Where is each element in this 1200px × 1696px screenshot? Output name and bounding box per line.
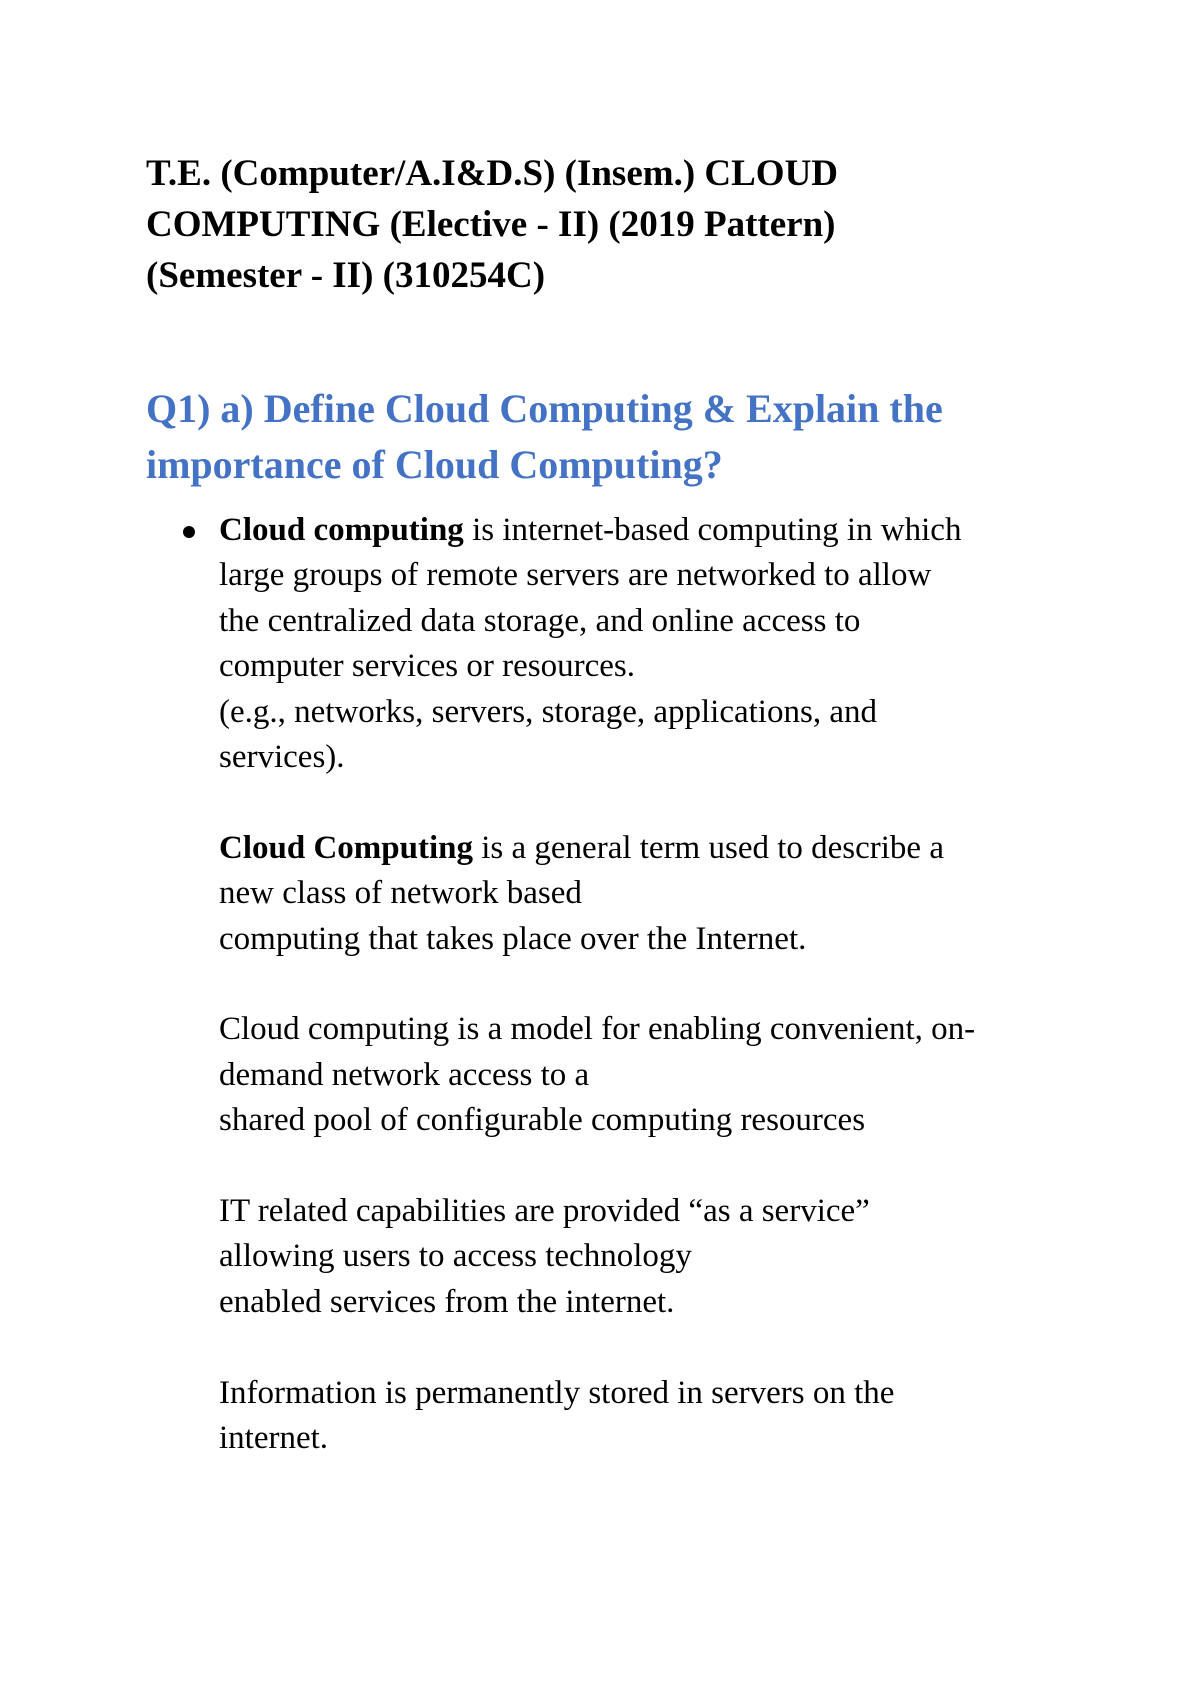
paragraph-spacer — [219, 1325, 1106, 1370]
question-line-2: importance of Cloud Computing? — [146, 442, 723, 487]
title-line-2: COMPUTING (Elective - II) (2019 Pattern) — [146, 204, 836, 245]
paragraph-spacer — [219, 780, 1106, 825]
line-text: is a general term used to describe a — [473, 829, 944, 866]
paragraph-line: Information is permanently stored in servers on the — [219, 1374, 895, 1411]
paragraph-line: shared pool of configurable computing resources — [219, 1102, 866, 1139]
bold-term: Cloud Computing — [219, 829, 473, 866]
paragraph-line: large groups of remote servers are networked to allow — [219, 557, 932, 594]
title-line-1: T.E. (Computer/A.I&D.S) (Insem.) CLOUD — [146, 153, 839, 194]
line-text: is internet-based computing in which — [463, 512, 962, 548]
title-line-3: (Semester - II) (310254C) — [146, 255, 546, 296]
definition-paragraph-4 — [219, 1189, 1106, 1325]
paragraph-line: computer services or resources. — [219, 648, 635, 685]
definition-paragraph-1 — [219, 508, 1106, 780]
paragraph-line: computing that takes place over the Internet. — [219, 920, 807, 957]
paragraph-line: demand network access to a — [219, 1056, 590, 1093]
paragraph-line: allowing users to access technology — [219, 1238, 692, 1275]
definition-paragraph-2 — [219, 826, 1106, 962]
question-line-1: Q1) a) Define Cloud Computing & Explain the — [146, 386, 943, 431]
paragraph-line: internet. — [219, 1420, 329, 1457]
bold-term: Cloud computing — [219, 512, 464, 548]
answer-bullet-item — [146, 508, 1106, 1461]
answer-list — [146, 508, 1106, 1461]
paragraph-line: IT related capabilities are provided “as a service” — [219, 1193, 870, 1230]
paragraph-line: enabled services from the internet. — [219, 1283, 675, 1320]
paragraph-line: services). — [219, 739, 345, 776]
definition-paragraph-5 — [219, 1371, 1106, 1462]
bullet-dot-icon — [183, 526, 195, 538]
question-heading — [146, 381, 1106, 493]
definition-paragraph-3 — [219, 1007, 1106, 1143]
paragraph-line: Cloud computing is a model for enabling convenient, on- — [219, 1011, 976, 1048]
paragraph-line — [219, 826, 1106, 871]
paragraph-line: (e.g., networks, servers, storage, applications, and — [219, 693, 877, 730]
paragraph-line — [219, 508, 1106, 553]
paragraph-spacer — [219, 962, 1106, 1007]
paragraph-line: new class of network based — [219, 875, 582, 912]
paragraph-line: the centralized data storage, and online access to — [219, 602, 861, 639]
paragraph-spacer — [219, 1144, 1106, 1189]
document-title — [146, 148, 1086, 301]
